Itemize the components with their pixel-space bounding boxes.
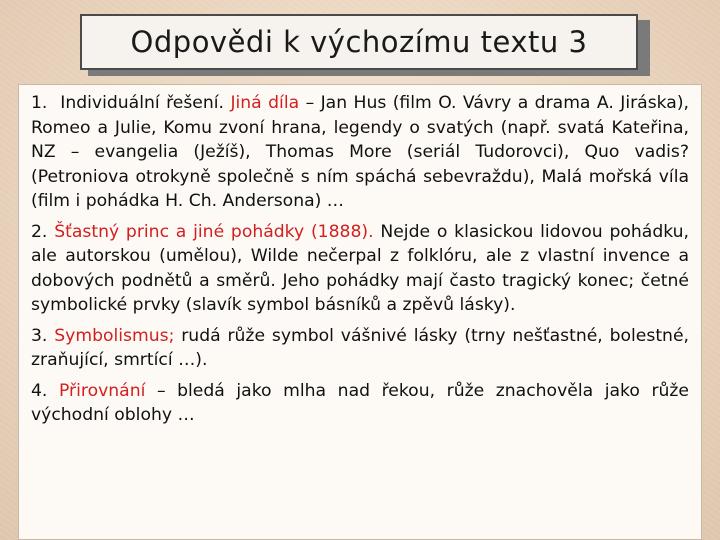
answer-number: 4. (31, 380, 48, 401)
answer-highlight: Šťastný princ a jiné pohádky (1888). (54, 221, 374, 242)
answer-paragraph-1 (31, 91, 689, 214)
answer-lead (47, 381, 59, 401)
answer-highlight: Jiná díla (230, 93, 300, 113)
content-box (18, 84, 702, 540)
answer-text: – bledá jako mlha nad řekou, růže znachověla jako růže východní oblohy … (31, 380, 690, 425)
answer-highlight: Přirovnání (59, 380, 146, 401)
answer-number: 2. (31, 221, 48, 242)
answer-paragraph-3 (31, 324, 689, 373)
title-box (80, 14, 638, 70)
slide-title: Odpovědi k výchozímu textu 3 (130, 25, 588, 59)
answer-paragraph-4 (31, 379, 689, 428)
answer-highlight: Symbolismus; (54, 325, 175, 346)
answer-paragraph-2 (31, 220, 689, 318)
answer-text: – Jan Hus (film O. Vávry a drama A. Jiráska), Romeo a Julie, Komu zvoní hrana, legendy o svatých (např. svatá Kateřina, NZ – evangelia (Ježíš), Thomas More (seriál Tudorovci), Quo vadis? (Petroniova otrokyně společně s ním spáchá sebevraždu), Malá mořská víla (film i pohádka H. Ch. Andersona) … (31, 93, 689, 211)
answer-lead: Individuální řešení. (47, 93, 231, 113)
answer-number: 1. (31, 93, 48, 113)
answer-text: rudá růže symbol vášnivé lásky (trny nešťastné, bolestné, zraňující, smrtící …). (31, 325, 689, 370)
answer-number: 3. (31, 325, 48, 346)
answer-text: Nejde o klasickou lidovou pohádku, ale autorskou (umělou), Wilde nečerpal z folklóru, ale z vlastní invence a dobových podnětů a směrů. Jeho pohádky mají často tragický konec; četné symbolické prvky (slavík symbol básníků a zpěvů lásky). (31, 221, 690, 315)
